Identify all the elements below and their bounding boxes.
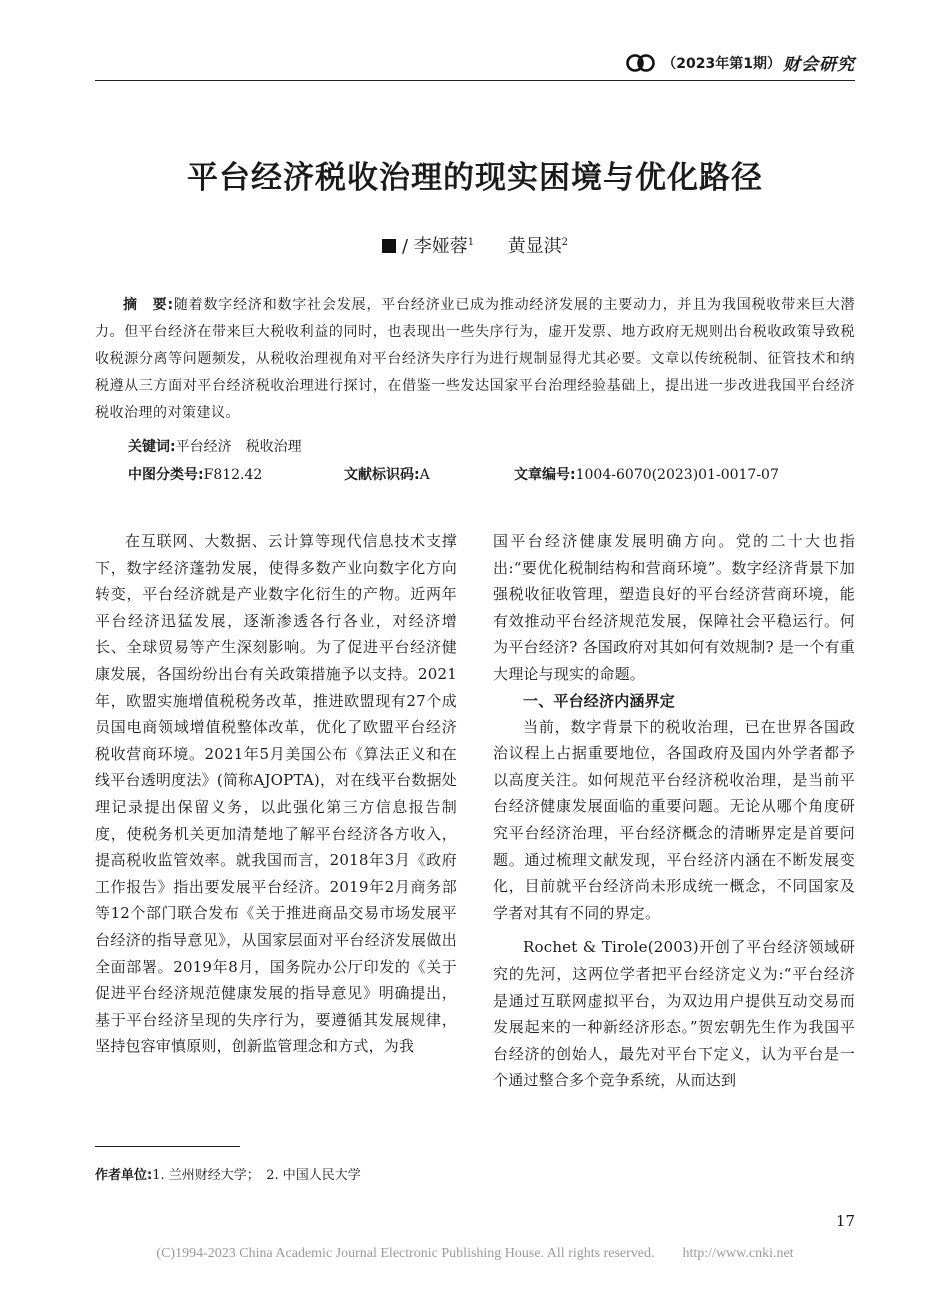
keywords-text: 平台经济 税收治理 xyxy=(175,439,302,455)
abstract xyxy=(95,292,855,427)
journal-logo-icon xyxy=(626,54,656,72)
article-title: 平台经济税收治理的现实困境与优化路径 xyxy=(187,160,763,196)
header-issue: （2023年第1期） xyxy=(662,55,781,72)
body-paragraph: 在互联网、大数据、云计算等现代信息技术支撑下，数字经济蓬勃发展，使得多数产业向数字化方向转变，平台经济就是产业数字化衍生的产物。近两年平台经济迅猛发展，逐渐渗透各行各业，对经济增长、全球贸易等产生深刻影响。为了促进平台经济健康发展，各国纷纷出台有关政策措施予以支持。2021年，欧盟实施增值税税务改革，推进欧盟现有27个成员国电商领域增值税整体改革，优化了欧盟平台经济税收营商环境。2021年5月美国公布《算法正义和在线平台透明度法》(简称AJOPTA)，对在线平台数据处理记录提出保留义务，以此强化第三方信息报告制度，使税务机关更加清楚地了解平台经济各方收入，提高税收监管效率。就我国而言，2018年3月《政府工作报告》指出要发展平台经济。2019年2月商务部等12个部门联合发布《关于推进商品交易市场发展平台经济的指导意见》，从国家层面对平台经济发展做出全面部署。2019年8月，国务院办公厅印发的《关于促进平台经济规范健康发展的指导意见》明确提出，基于平台经济呈现的失序行为，要遵循其发展规律，坚持包容审慎原则，创新监管理念和方式，为我 xyxy=(95,532,457,1056)
doc-code: 文献标识码:A xyxy=(344,467,430,483)
body-paragraph: 当前，数字背景下的税收治理，已在世界各国政治议程上占据重要地位，各国政府及国内外学者都予以高度关注。如何规范平台经济税收治理，是当前平台经济健康发展面临的重要问题。无论从哪个角度研究平台经济治理，平台经济概念的清晰界定是首要问题。通过梳理文献发现，平台经济内涵在不断发展变化，目前就平台经济尚未形成统一概念，不同国家及学者对其有不同的界定。 xyxy=(493,717,855,922)
article-number: 文章编号:1004-6070(2023)01-0017-07 xyxy=(514,467,779,483)
abstract-label: 摘 要: xyxy=(123,297,174,313)
header-journal-name: 财会研究 xyxy=(783,55,855,75)
keywords-label: 关键词: xyxy=(128,439,176,455)
footnote-label: 作者单位: xyxy=(95,1168,153,1183)
copyright-footer: (C)1994-2023 China Academic Journal Electronic Publishing House. All rights reserved. http://www.cnki.net xyxy=(156,1246,794,1261)
keywords xyxy=(128,436,302,456)
author-line xyxy=(95,232,855,258)
author-name: 黄显淇 xyxy=(507,236,562,257)
author-affil: 1 xyxy=(467,237,475,248)
author-name: 李娅蓉 xyxy=(413,236,468,257)
footnote-text: 1. 兰州财经大学； 2. 中国人民大学 xyxy=(152,1168,361,1183)
header-right xyxy=(626,50,855,75)
author-marker-icon xyxy=(382,239,396,253)
clc-code: 中图分类号:F812.42 xyxy=(128,467,263,483)
body-column-left xyxy=(95,528,457,1060)
author-affil: 2 xyxy=(561,237,569,248)
body-paragraph: Rochet & Tirole(2003)开创了平台经济领域研究的先河，这两位学者把平台经济定义为:“平台经济是通过互联网虚拟平台，为双边用户提供互动交易而发展起来的一种新经济形态。”贺宏朝先生作为我国平台经济的创始人，最先对平台下定义，认为平台是一个通过整合多个竞争系统，从而达到 xyxy=(493,938,855,1090)
abstract-text: 随着数字经济和数字社会发展，平台经济业已成为推动经济发展的主要动力，并且为我国税收带来巨大潜力。但平台经济在带来巨大税收利益的同时，也表现出一些失序行为，虚开发票、地方政府无规则出台税收政策导致税收税源分离等问题频发，从税收治理视角对平台经济失序行为进行规制显得尤其必要。文章以传统税制、征管技术和纳税遵从三方面对平台经济税收治理进行探讨，在借鉴一些发达国家平台治理经验基础上，提出进一步改进我国平台经济税收治理的对策建议。 xyxy=(95,297,855,421)
body-column-right xyxy=(493,528,855,1094)
author-affiliation-footnote xyxy=(95,1164,361,1183)
footnote-divider xyxy=(95,1146,240,1147)
body-paragraph: 国平台经济健康发展明确方向。党的二十大也指出:“要优化税制结构和营商环境”。数字经济背景下加强税收征收管理，塑造良好的平台经济营商环境，能有效推动平台经济规范发展，保障社会平稳运行。何为平台经济? 各国政府对其如何有效规制? 是一个有重大理论与现实的命题。 xyxy=(493,532,855,683)
section-heading: 一、平台经济内涵界定 xyxy=(523,691,676,710)
author-prefix: / xyxy=(401,236,409,257)
running-header xyxy=(95,40,855,81)
page-number: 17 xyxy=(835,1212,855,1230)
